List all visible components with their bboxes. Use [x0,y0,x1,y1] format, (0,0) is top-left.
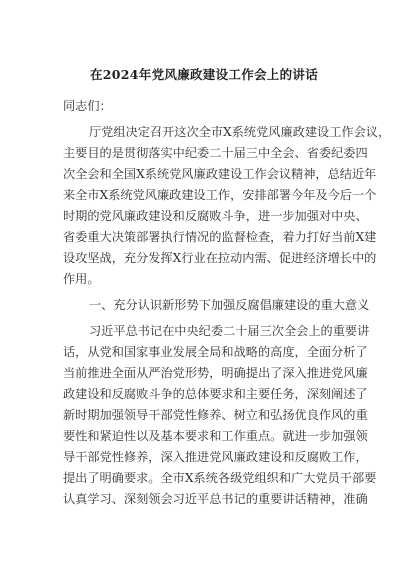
paragraph-2-line-7: 导干部党性修养，深入推进党风廉政建设和反腐败工作， [63,450,368,464]
paragraph-2-line-8: 提出了明确要求。全市X系统各级党组织和广大党员干部要 [63,471,377,485]
paragraph-2-line-6: 要性和紧迫性以及基本要求和工作重点。就进一步加强领 [63,429,368,443]
paragraph-1-line-6: 省委重大决策部署执行情况的监督检查，着力打好当前X建 [63,230,377,244]
salutation: 同志们： [63,99,112,113]
paragraph-2-line-2: 话，从党和国家事业发展全局和战略的高度，全面分析了 [63,345,368,359]
section-heading-1: 一、充分认识新形势下加强反腐倡廉建设的重大意义 [89,298,370,312]
paragraph-2-line-9: 认真学习、深刻领会习近平总书记的重要讲话精神，准确 [63,492,368,506]
document-title: 在2024年党风廉政建设工作会上的讲话 [90,67,318,82]
paragraph-1-line-7: 设攻坚战，充分发挥X行业在拉动内需、促进经济增长中的 [63,251,377,265]
paragraph-2-line-1: 习近平总书记在中央纪委二十届三次全会上的重要讲 [89,324,370,338]
paragraph-1-line-8: 作用。 [63,272,100,286]
paragraph-2-line-4: 政建设和反腐败斗争的总体要求和主要任务，深刻阐述了 [63,387,368,401]
paragraph-1-line-4: 来全市X系统党风廉政建设工作，安排部署今年及今后一个 [63,188,377,202]
paragraph-1-line-3: 次全会和全国X系统党风廉政建设工作会议精神，总结近年 [63,167,377,181]
paragraph-2-line-3: 当前推进全面从严治党形势，明确提出了深入推进党风廉 [63,366,368,380]
paragraph-1-line-5: 时期的党风廉政建设和反腐败斗争，进一步加强对中央、 [63,209,368,223]
paragraph-1-line-2: 主要目的是贯彻落实中纪委二十届三中全会、省委纪委四 [63,146,368,160]
paragraph-1-line-1: 厅党组决定召开这次全市X系统党风廉政建设工作会议， [89,125,391,139]
paragraph-2-line-5: 新时期加强领导干部党性修养、树立和弘扬优良作风的重 [63,408,368,422]
